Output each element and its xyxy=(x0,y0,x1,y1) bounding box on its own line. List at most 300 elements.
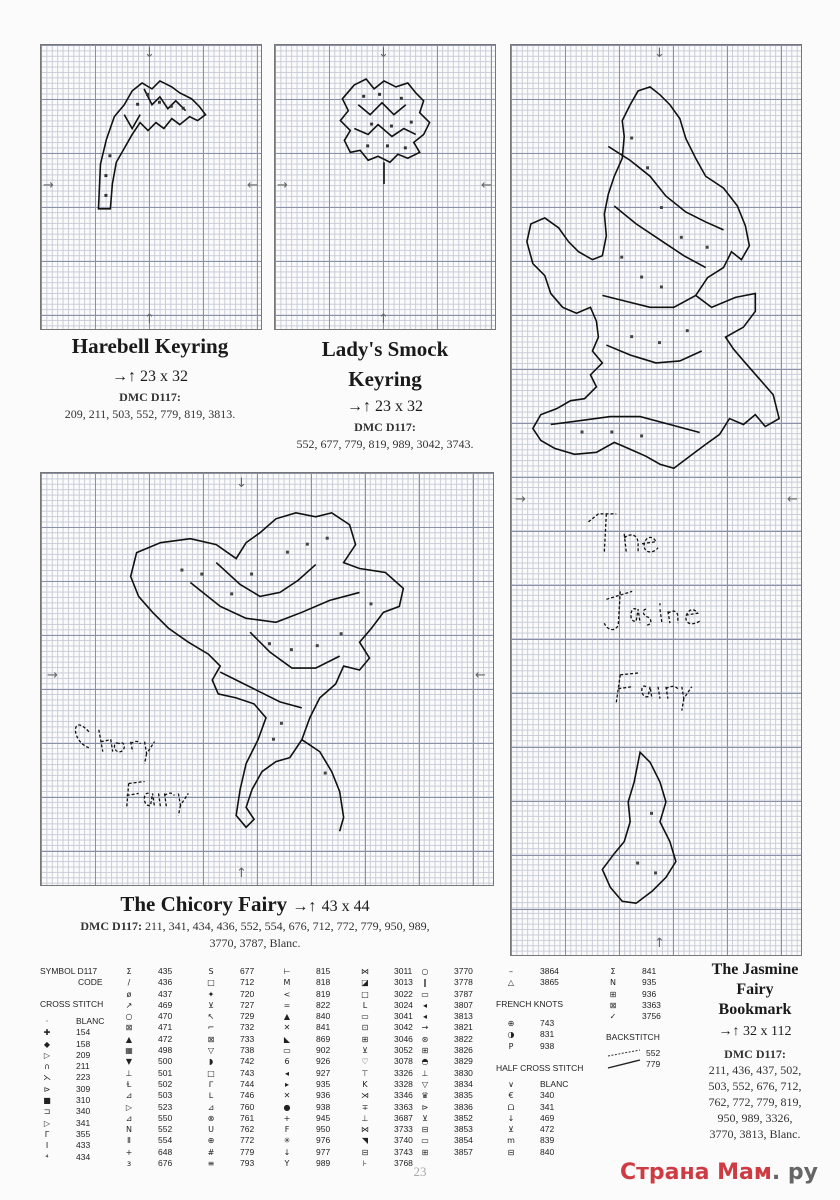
dmc-code: 3835 xyxy=(454,1090,473,1101)
key-row xyxy=(280,1113,330,1124)
stitch-symbol-icon: ⊢ xyxy=(283,967,291,976)
stitch-symbol-icon: M xyxy=(283,978,291,988)
dmc-code: 3852 xyxy=(454,1112,473,1123)
stitch-symbol-icon: ⋊ xyxy=(361,1091,369,1101)
stitch-symbol-icon: △ xyxy=(507,978,515,988)
stitch-symbol-icon: ⊞ xyxy=(421,1147,429,1157)
dmc-code: 3022 xyxy=(394,988,413,999)
key-row xyxy=(358,1147,413,1158)
key-column-7-cross xyxy=(504,966,559,989)
dmc-code: 341 xyxy=(540,1101,555,1112)
dmc-code: 470 xyxy=(158,1011,173,1022)
key-row xyxy=(204,966,254,977)
stitch-symbol-icon: ▷ xyxy=(125,1102,133,1112)
stitch-symbol-icon: ■ xyxy=(43,1096,51,1106)
dmc-code: 936 xyxy=(316,1090,331,1101)
key-row xyxy=(504,1041,554,1052)
dmc-code: 742 xyxy=(240,1056,255,1067)
dmc-code: 926 xyxy=(316,1056,331,1067)
arrow-left-icon: ← xyxy=(247,178,258,193)
stitch-symbol-icon: ⊥ xyxy=(361,1113,369,1123)
key-row xyxy=(358,1113,413,1124)
dmc-code: 3024 xyxy=(394,999,413,1010)
dmc-code: 977 xyxy=(316,1146,331,1157)
stitch-symbol-icon: = xyxy=(283,1000,291,1010)
dmc-code: 729 xyxy=(240,1011,255,1022)
stitch-symbol-icon: ▽ xyxy=(207,1046,215,1056)
stitch-symbol-icon: S xyxy=(208,967,214,976)
stitch-symbol-icon: ◂ xyxy=(422,1012,427,1022)
stitch-symbol-icon: ✦ xyxy=(207,989,215,999)
dmc-code: 902 xyxy=(316,1045,331,1056)
dmc-code: 938 xyxy=(540,1040,555,1051)
chicory-dmc: DMC D117: 211, 341, 434, 436, 552, 554, 676, 712, 772, 779, 950, 989, 3770, 3787, Blanc. xyxy=(80,919,430,950)
arrow-up-icon: ↑ xyxy=(144,312,155,327)
stitch-symbol-icon: P xyxy=(508,1041,514,1051)
key-row xyxy=(606,989,661,1000)
stitch-symbol-icon: ⊠ xyxy=(125,1023,133,1033)
stitch-symbol-icon: ⊕ xyxy=(507,1019,515,1028)
stitch-symbol-icon: ▭ xyxy=(421,1136,429,1146)
dmc-code: 3041 xyxy=(394,1011,413,1022)
stitch-symbol-icon: ⊞ xyxy=(361,1034,369,1044)
key-row xyxy=(204,1113,254,1124)
stitch-symbol-icon: ⊻ xyxy=(208,1000,214,1010)
key-row xyxy=(204,977,254,988)
stitch-symbol-icon: F xyxy=(284,1125,290,1135)
dmc-code: 3864 xyxy=(540,966,559,976)
stitch-symbol-icon: □ xyxy=(207,978,215,988)
dmc-code: 3821 xyxy=(454,1022,473,1033)
key-row xyxy=(122,1102,172,1113)
chicory-motif xyxy=(41,473,493,885)
dmc-code: 500 xyxy=(158,1056,173,1067)
dmc-code: 938 xyxy=(316,1101,331,1112)
dmc-code: 211 xyxy=(76,1061,90,1072)
stitch-symbol-icon: ◥ xyxy=(361,1136,369,1146)
dmc-code: 927 xyxy=(316,1067,331,1078)
dmc-code: BLANC xyxy=(540,1079,569,1089)
key-row xyxy=(280,966,330,977)
dmc-code: 310 xyxy=(76,1095,91,1106)
stitch-symbol-icon: ♡ xyxy=(361,1057,369,1067)
dmc-code: 793 xyxy=(240,1158,255,1169)
key-column-3 xyxy=(204,966,254,1169)
key-row xyxy=(204,1056,254,1067)
stitch-symbol-icon: N xyxy=(126,1125,132,1135)
dmc-code: 744 xyxy=(240,1078,255,1089)
stitch-symbol-icon: ▦ xyxy=(125,1046,133,1056)
dmc-code: 3854 xyxy=(454,1135,473,1146)
key-row xyxy=(280,1079,330,1090)
arrow-down-icon: ↓ xyxy=(236,476,247,491)
stitch-symbol-icon: ▼ xyxy=(125,1057,133,1067)
dmc-code: 779 xyxy=(240,1146,255,1157)
key-row xyxy=(418,1090,473,1101)
key-row xyxy=(504,966,559,977)
key-row xyxy=(122,1113,172,1124)
dmc-code: 355 xyxy=(76,1128,91,1139)
dmc-code: 732 xyxy=(240,1022,255,1033)
jasmine-dmc: DMC D117: 211, 436, 437, 502, 503, 552, 676, 712, 762, 772, 779, 819, 950, 989, 3326, 3770, 3813, Blanc. xyxy=(708,1047,802,1141)
stitch-symbol-icon: ⊐ xyxy=(43,1107,51,1117)
key-row xyxy=(40,1050,104,1061)
key-row xyxy=(280,1045,330,1056)
arrow-right-icon: → xyxy=(277,178,288,193)
key-row xyxy=(358,1102,413,1113)
arrow-left-icon: ← xyxy=(481,178,492,193)
stitch-symbol-icon: ✓ xyxy=(609,1012,617,1022)
key-row xyxy=(122,1135,172,1146)
stitch-symbol-icon: Σ xyxy=(126,967,132,976)
key-row xyxy=(504,1124,568,1135)
stitch-symbol-icon: ⊿ xyxy=(125,1091,133,1101)
dmc-code: 841 xyxy=(642,966,657,976)
dmc-code: 3687 xyxy=(394,1112,413,1123)
stitch-symbol-icon: ⁴ xyxy=(45,1152,49,1162)
key-row xyxy=(122,1034,172,1045)
dmc-code: 469 xyxy=(540,1112,555,1123)
harebell-title: Harebell Keyring xyxy=(71,334,229,358)
stitch-symbol-icon: ○ xyxy=(421,967,429,976)
key-row xyxy=(358,1056,413,1067)
stitch-symbol-icon: ∨ xyxy=(508,1080,514,1089)
ladys-smock-dmc: DMC D117: 552, 677, 779, 819, 989, 3042, 3743. xyxy=(296,420,474,451)
key-row xyxy=(280,1022,330,1033)
dmc-code: 3830 xyxy=(454,1067,473,1078)
dmc-code: 3046 xyxy=(394,1033,413,1044)
dmc-code: 760 xyxy=(240,1101,255,1112)
stitch-symbol-icon: ⊗ xyxy=(207,1113,215,1123)
key-row xyxy=(418,1011,473,1022)
stitch-symbol-icon: ⊥ xyxy=(421,1068,429,1078)
stitch-symbol-icon: Γ xyxy=(44,1129,50,1139)
stitch-symbol-icon: ᗝ xyxy=(507,1102,515,1112)
stitch-symbol-icon: ✳ xyxy=(283,1136,291,1146)
dmc-code: 552 xyxy=(646,1048,661,1058)
arrow-down-icon: ↓ xyxy=(654,46,665,61)
dmc-code: 762 xyxy=(240,1124,255,1135)
key-row xyxy=(280,1011,330,1022)
key-row xyxy=(40,1106,104,1117)
key-column-2 xyxy=(122,966,172,1169)
jasmine-size: →↑ 32 x 112 xyxy=(718,1024,792,1039)
key-row xyxy=(606,1000,661,1011)
key-row xyxy=(40,1072,104,1083)
arrows-icon: →↑ xyxy=(718,1024,740,1039)
key-row xyxy=(122,1000,172,1011)
stitch-symbol-icon: 6 xyxy=(284,1057,290,1067)
key-row xyxy=(606,1011,661,1022)
key-row xyxy=(204,1000,254,1011)
key-row xyxy=(358,989,413,1000)
stitch-symbol-icon: ◪ xyxy=(361,978,369,988)
jasmine-title: The Jasmine Fairy Bookmark xyxy=(711,961,799,1018)
dmc-code: 340 xyxy=(540,1090,555,1101)
key-row xyxy=(418,966,473,977)
key-row xyxy=(418,989,473,1000)
key-row xyxy=(418,1079,473,1090)
stitch-symbol-icon: ▭ xyxy=(283,1046,291,1056)
arrow-up-icon: ↑ xyxy=(654,936,665,951)
stitch-symbol-icon: ᒥ xyxy=(208,1079,214,1089)
key-row xyxy=(418,1124,473,1135)
dmc-code: 712 xyxy=(240,977,255,988)
key-row xyxy=(122,1045,172,1056)
dmc-code: 3826 xyxy=(454,1045,473,1056)
stitch-symbol-icon: + xyxy=(125,1147,133,1157)
key-header-half-cross: HALF CROSS STITCH xyxy=(496,1063,584,1073)
stitch-symbol-icon: ▸ xyxy=(284,1079,289,1089)
key-row xyxy=(418,1034,473,1045)
dmc-code: 3853 xyxy=(454,1124,473,1135)
jasmine-chart xyxy=(510,44,802,956)
dmc-code: 989 xyxy=(316,1158,331,1169)
key-row xyxy=(358,1000,413,1011)
stitch-symbol-icon: ⋋ xyxy=(43,1073,51,1083)
stitch-symbol-icon: € xyxy=(508,1091,514,1101)
stitch-symbol-icon: < xyxy=(283,989,291,999)
key-row xyxy=(504,977,559,988)
dmc-code: 3813 xyxy=(454,1011,473,1022)
arrow-down-icon: ↓ xyxy=(378,46,389,61)
dmc-code: 209 xyxy=(76,1049,91,1060)
stitch-symbol-icon: ▽ xyxy=(421,1079,429,1089)
stitch-symbol-icon: K xyxy=(362,1079,368,1089)
stitch-symbol-icon: ⊿ xyxy=(125,1113,133,1123)
stitch-symbol-icon: ↓ xyxy=(283,1147,291,1157)
key-row xyxy=(504,1102,568,1113)
stitch-symbol-icon: ⊡ xyxy=(361,1023,369,1033)
stitch-symbol-icon: # xyxy=(207,1147,215,1157)
stitch-symbol-icon: ↗ xyxy=(125,1000,133,1010)
dmc-code: 340 xyxy=(76,1106,91,1117)
backstitch-lines xyxy=(606,1048,646,1078)
dmc-code: 3743 xyxy=(394,1146,413,1157)
key-row xyxy=(358,1135,413,1146)
stitch-symbol-icon: ø xyxy=(126,989,132,999)
dmc-code: 3363 xyxy=(642,999,661,1010)
key-row xyxy=(122,1090,172,1101)
stitch-symbol-icon: ⊛ xyxy=(421,1034,429,1044)
harebell-size: →↑ 23 x 32 xyxy=(112,368,188,385)
stitch-symbol-icon: ᒪ xyxy=(208,1091,214,1101)
dmc-code: 818 xyxy=(316,977,331,988)
dmc-code: 676 xyxy=(158,1158,173,1169)
arrows-icon: →↑ xyxy=(347,398,371,415)
key-row xyxy=(204,1068,254,1079)
key-column-5 xyxy=(358,966,413,1169)
stitch-symbol-icon: ⋈ xyxy=(361,1125,369,1135)
key-column-4 xyxy=(280,966,330,1169)
stitch-symbol-icon: ▲ xyxy=(125,1034,133,1044)
key-row xyxy=(204,1135,254,1146)
stitch-symbol-icon: Σ xyxy=(610,967,616,976)
dmc-code: 154 xyxy=(76,1027,91,1038)
stitch-symbol-icon: ⊟ xyxy=(421,1125,429,1135)
key-row xyxy=(122,1056,172,1067)
stitch-symbol-icon: ⊕ xyxy=(207,1136,215,1146)
key-row xyxy=(204,1022,254,1033)
key-row xyxy=(40,1095,104,1106)
stitch-symbol-icon: ✕ xyxy=(283,1091,291,1101)
key-row xyxy=(280,1056,330,1067)
key-row xyxy=(418,1113,473,1124)
key-row xyxy=(40,1140,104,1151)
dmc-code: 309 xyxy=(76,1083,91,1094)
symbol-key xyxy=(40,966,680,1169)
dmc-code: 3756 xyxy=(642,1011,661,1022)
key-column-1 xyxy=(40,1016,104,1163)
stitch-symbol-icon: ⊥ xyxy=(125,1068,133,1078)
key-row xyxy=(280,1000,330,1011)
page-number: 23 xyxy=(413,1164,427,1179)
dmc-code: 822 xyxy=(316,999,331,1010)
arrow-up-icon: ↑ xyxy=(236,866,247,881)
dmc-code: 3770 xyxy=(454,966,473,976)
dmc-code: 3778 xyxy=(454,977,473,988)
dmc-code: 3346 xyxy=(394,1090,413,1101)
stitch-symbol-icon: · xyxy=(45,1017,49,1026)
dmc-code: 3807 xyxy=(454,999,473,1010)
dmc-code: 950 xyxy=(316,1124,331,1135)
stitch-symbol-icon: ⌐ xyxy=(207,1023,215,1033)
key-row xyxy=(280,1068,330,1079)
key-row xyxy=(280,1090,330,1101)
dmc-code: 743 xyxy=(240,1067,255,1078)
dmc-code: 840 xyxy=(540,1146,555,1157)
key-column-7-french xyxy=(504,1018,554,1052)
key-row xyxy=(358,1068,413,1079)
ladys-smock-size: →↑ 23 x 32 xyxy=(347,398,423,415)
stitch-symbol-icon: Ⅱ xyxy=(127,1136,131,1146)
dmc-code: 831 xyxy=(540,1029,555,1040)
key-row xyxy=(504,1079,568,1090)
stitch-symbol-icon: ▭ xyxy=(361,1012,369,1022)
stitch-symbol-icon: ⊳ xyxy=(43,1084,51,1094)
key-header-code: CODE xyxy=(78,977,103,987)
key-row xyxy=(204,1034,254,1045)
dmc-code: 341 xyxy=(76,1117,91,1128)
dmc-code: 3822 xyxy=(454,1033,473,1044)
dmc-code: 502 xyxy=(158,1078,173,1089)
dmc-code: 158 xyxy=(76,1038,91,1049)
key-row xyxy=(204,1011,254,1022)
dmc-code: 936 xyxy=(642,988,657,999)
dmc-code: 3733 xyxy=(394,1124,413,1135)
stitch-symbol-icon: ◆ xyxy=(43,1039,51,1049)
key-row xyxy=(280,1034,330,1045)
key-row xyxy=(122,1011,172,1022)
arrows-icon: →↑ xyxy=(292,898,317,915)
key-column-8 xyxy=(606,966,661,1022)
key-row xyxy=(418,1022,473,1033)
arrow-left-icon: ← xyxy=(475,668,486,683)
dmc-code: 733 xyxy=(240,1033,255,1044)
dmc-code: 434 xyxy=(76,1151,91,1162)
key-row xyxy=(646,1048,660,1059)
key-row xyxy=(358,1124,413,1135)
dmc-code: 552 xyxy=(158,1124,173,1135)
dmc-code: 498 xyxy=(158,1045,173,1056)
dmc-code: BLANC xyxy=(76,1016,105,1026)
dmc-code: 743 xyxy=(540,1018,555,1028)
key-row xyxy=(204,1045,254,1056)
key-row xyxy=(204,1124,254,1135)
key-row xyxy=(40,1061,104,1072)
key-row xyxy=(204,1079,254,1090)
dmc-code: 841 xyxy=(316,1022,331,1033)
dmc-code: 3768 xyxy=(394,1158,413,1169)
stitch-symbol-icon: ⊟ xyxy=(361,1147,369,1157)
dmc-code: 3042 xyxy=(394,1022,413,1033)
stitch-symbol-icon: ⊞ xyxy=(609,989,617,999)
stitch-symbol-icon: ≡ xyxy=(207,1159,215,1169)
arrows-icon: →↑ xyxy=(112,368,136,385)
stitch-symbol-icon: ↖ xyxy=(207,1012,215,1022)
stitch-symbol-icon: ◗ xyxy=(208,1057,214,1067)
dmc-code: 3834 xyxy=(454,1078,473,1089)
stitch-symbol-icon: m xyxy=(507,1136,515,1146)
arrow-right-icon: → xyxy=(515,492,526,507)
dmc-code: 945 xyxy=(316,1112,331,1123)
dmc-code: 935 xyxy=(316,1078,331,1089)
key-row xyxy=(122,1124,172,1135)
dmc-code: 3013 xyxy=(394,977,413,988)
dmc-code: 815 xyxy=(316,966,331,976)
key-row xyxy=(418,1135,473,1146)
dmc-code: 433 xyxy=(76,1140,91,1151)
key-row xyxy=(122,1079,172,1090)
dmc-code: 550 xyxy=(158,1112,173,1123)
stitch-symbol-icon: ● xyxy=(283,1102,291,1112)
key-row xyxy=(606,977,661,988)
dmc-code: 840 xyxy=(316,1011,331,1022)
stitch-symbol-icon: ↓ xyxy=(507,1113,515,1123)
key-row xyxy=(358,1022,413,1033)
dmc-code: 819 xyxy=(316,988,331,999)
stitch-symbol-icon: U xyxy=(208,1125,214,1135)
key-header-cross-stitch: CROSS STITCH xyxy=(40,999,104,1009)
stitch-symbol-icon: ⊻ xyxy=(422,1113,428,1123)
key-row xyxy=(358,1034,413,1045)
key-row xyxy=(280,977,330,988)
key-row xyxy=(204,989,254,1000)
key-row xyxy=(40,1039,104,1050)
key-row xyxy=(40,1129,104,1140)
key-row xyxy=(280,1102,330,1113)
dmc-code: 472 xyxy=(158,1033,173,1044)
stitch-symbol-icon: ♛ xyxy=(421,1091,429,1101)
dmc-code: 3052 xyxy=(394,1045,413,1056)
key-column-6 xyxy=(418,966,473,1158)
stitch-symbol-icon: ◣ xyxy=(283,1034,291,1044)
stitch-symbol-icon: ⊻ xyxy=(508,1125,514,1135)
key-header-french-knots: FRENCH KNOTS xyxy=(496,999,564,1009)
dmc-code: 3865 xyxy=(540,977,559,988)
key-row xyxy=(358,1079,413,1090)
arrow-right-icon: → xyxy=(43,178,54,193)
arrow-down-icon: ↓ xyxy=(144,46,155,61)
dmc-code: 436 xyxy=(158,977,173,988)
dmc-code: 472 xyxy=(540,1124,555,1135)
dmc-code: 3328 xyxy=(394,1078,413,1089)
stitch-symbol-icon: N xyxy=(610,978,616,988)
key-row xyxy=(122,966,172,977)
stitch-symbol-icon: ⊿ xyxy=(207,1102,215,1112)
stitch-symbol-icon: ⊞ xyxy=(421,1046,429,1056)
key-row xyxy=(40,1027,104,1038)
